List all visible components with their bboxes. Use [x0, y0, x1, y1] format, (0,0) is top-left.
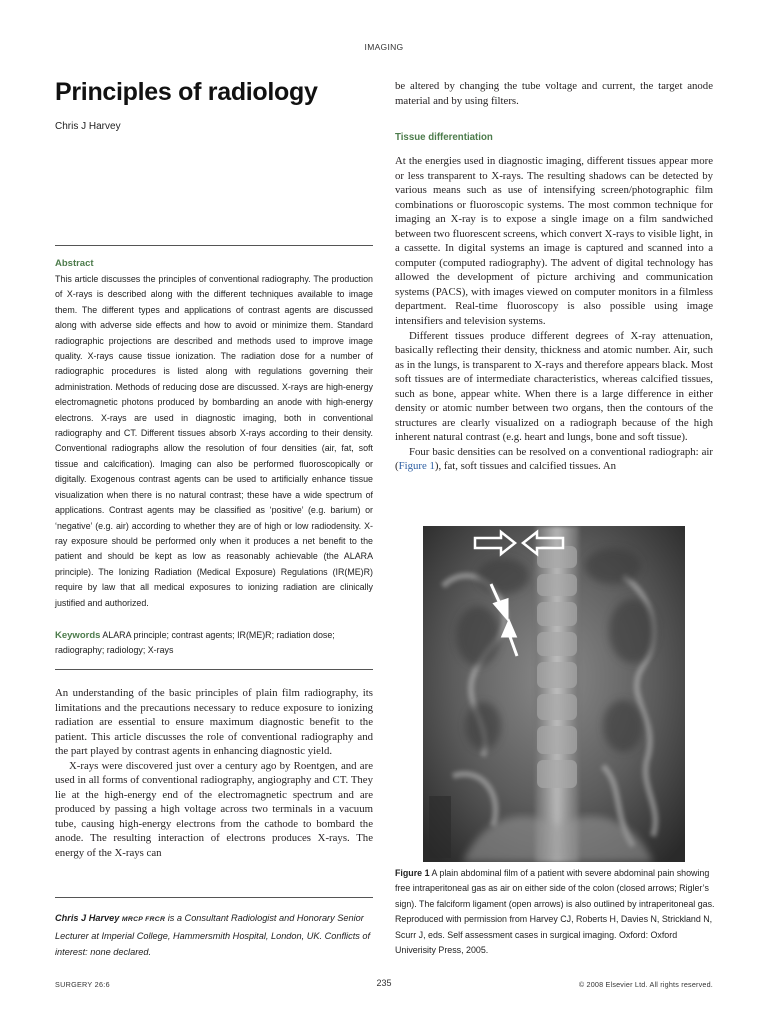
abstract-heading: Abstract: [55, 258, 94, 269]
footnote-author-name: Chris J Harvey: [55, 913, 120, 923]
figure-radiograph: [423, 526, 685, 862]
abstract-text: This article discusses the principles of conventional radiography. The production of X-rays is described along with the different techniques available to image them. The different types and applications of contrast agents are discussed along with adverse side effects and how to avoid or minimize them. Standard radiographic projections are described and methods used to improve image quality. X-rays cause tissue ionization. The radiation dose for a number of radiographic procedures is listed along with regulations governing their administration. Methods of reducing dose are discussed. X-rays are high-energy electromagnetic photons produced by bombarding an anode with high-energy electrons. X-rays are used in diagnostic imaging, both in conventional radiography and CT. Different tissues absorb X-rays according to their density. Conventional radiographs allow the resolution of four densities (air, fat, soft tissue and calcification). Imaging can also be performed fluoroscopically or digitally. Exogenous contrast agents can be used to artificially enhance tissue visualization when there is no natural contrast; these have a wide spectrum of applications. Contrast agents may be classified as ‘positive’ (e.g. barium) or ‘negative’ (e.g. air) according to whether they are of high or low radiodensity. X-ray exposure should be performed only when it produces a net benefit to the patient and should be kept as low as reasonably achievable (the ALARA principle). The Ionizing Radiation (Medical Exposure) Regulations (IR(ME)R) require by law that all medical exposures to ionizing radiation are clinically justified and authorized.: [55, 274, 373, 608]
footer-page-number: 235: [376, 978, 392, 988]
body-paragraph: [395, 445, 713, 474]
body-paragraph: Different tissues produce different degrees of X-ray attenuation, basically reflecting their density, thickness and atomic number. Air, such as in the lungs, is transparent to X-rays and therefore appears black. Most soft tissues are of intermediate characteristics, whereas calcified tissues, such as bone, appear white. When there is a large difference in either density or atomic number between two organs, then the contours of the structures are clearly visualized on a radiograph because of the high inherent natural contrast (e.g. heart and lungs, bone and soft tissue).: [395, 329, 713, 444]
abstract-top-rule: [55, 245, 373, 246]
body-right-continuation: [395, 79, 713, 108]
keywords-label: Keywords: [55, 630, 101, 641]
body-right-column: [395, 154, 713, 474]
figure-reference-link[interactable]: Figure 1: [398, 460, 435, 473]
body-left-column: [55, 686, 373, 861]
article-author: Chris J Harvey: [55, 121, 121, 132]
film-marker: [429, 796, 451, 858]
article-title: Principles of radiology: [55, 78, 318, 106]
figure-caption-text: A plain abdominal film of a patient with severe abdominal pain showing free intraperitoneal gas as air on either side of the colon (closed arrows; Rigler’s sign). The falciform ligament (open arrows) is also outlined by intraperitoneal gas. Reproduced with permission from Harvey CJ, Roberts H, Davies N, Strickland N, Scurr J, eds. Self assessment cases in surgical imaging. Oxford: Oxford Univerisity Press, 2005.: [395, 868, 715, 956]
running-header: IMAGING: [364, 42, 404, 52]
section-heading: Tissue differentiation: [395, 132, 493, 143]
keywords: [55, 628, 373, 659]
body-paragraph: be altered by changing the tube voltage and current, the target anode material and by using filters.: [395, 80, 713, 107]
body-text-span: Four basic densities can be resolved on a conventional radiograph: air (: [395, 445, 713, 473]
abstract-bottom-rule: [55, 669, 373, 670]
footnote-qualifications: MRCP FRCR: [121, 916, 166, 923]
author-footnote: [55, 910, 373, 960]
body-text-span: ), fat, soft tissues and calcified tissues. An: [434, 460, 617, 473]
body-paragraph: At the energies used in diagnostic imaging, different tissues appear more or less transparent to X-rays. The resulting shadows can be detected by various means such as use of intensifying screen/photographic film combinations or fluoroscopic systems. The most common technique for imaging an X-ray is to expose a single image on a film sandwiched between two fluorescent screens, which convert X-rays to visible light, in a cassette. In digital systems an image is captured and scanned into a computer (computed radiography). The advent of digital technology has allowed the development of picture archiving and communication systems (PACS), with images viewed on computer monitors in a filmless department. Real-time fluoroscopy is also possible using image intensifiers and television systems.: [395, 155, 713, 328]
abdominal-xray-image: [423, 526, 685, 862]
footer-copyright: © 2008 Elsevier Ltd. All rights reserved.: [578, 980, 713, 989]
body-paragraph: An understanding of the basic principles of plain film radiography, its limitations and the precautions necessary to reduce exposure to ionizing radiation are essential to ensure maximum diagnostic benefit to the patient. This article discusses the role of conventional radiography and the part played by contrast agents in enhancing diagnostic yield.: [55, 687, 373, 758]
footnote-rule: [55, 897, 373, 898]
figure-label: Figure 1: [395, 868, 430, 878]
figure-caption: [395, 866, 717, 958]
keywords-text: ALARA principle; contrast agents; IR(ME)R; radiation dose; radiography; radiology; X-rays: [55, 630, 335, 656]
footnote-text: is a Consultant Radiologist and Honorary Senior Lecturer at Imperial College, Hammersmith Hospital, London, UK. Conflicts of interest: none declared.: [55, 913, 371, 957]
footer-journal: SURGERY 26:6: [55, 980, 110, 989]
body-paragraph: X-rays were discovered just over a century ago by Roentgen, and are used in all forms of conventional radiography, angiography and CT. They lie at the high-energy end of the electromagnetic spectrum and are produced by passing a high voltage across two terminals in a vacuum tube, causing high-energy electrons from the cathode to bombard the anode. The resulting interaction of electrons produces X-rays. The energy of the X-rays can: [55, 759, 373, 860]
